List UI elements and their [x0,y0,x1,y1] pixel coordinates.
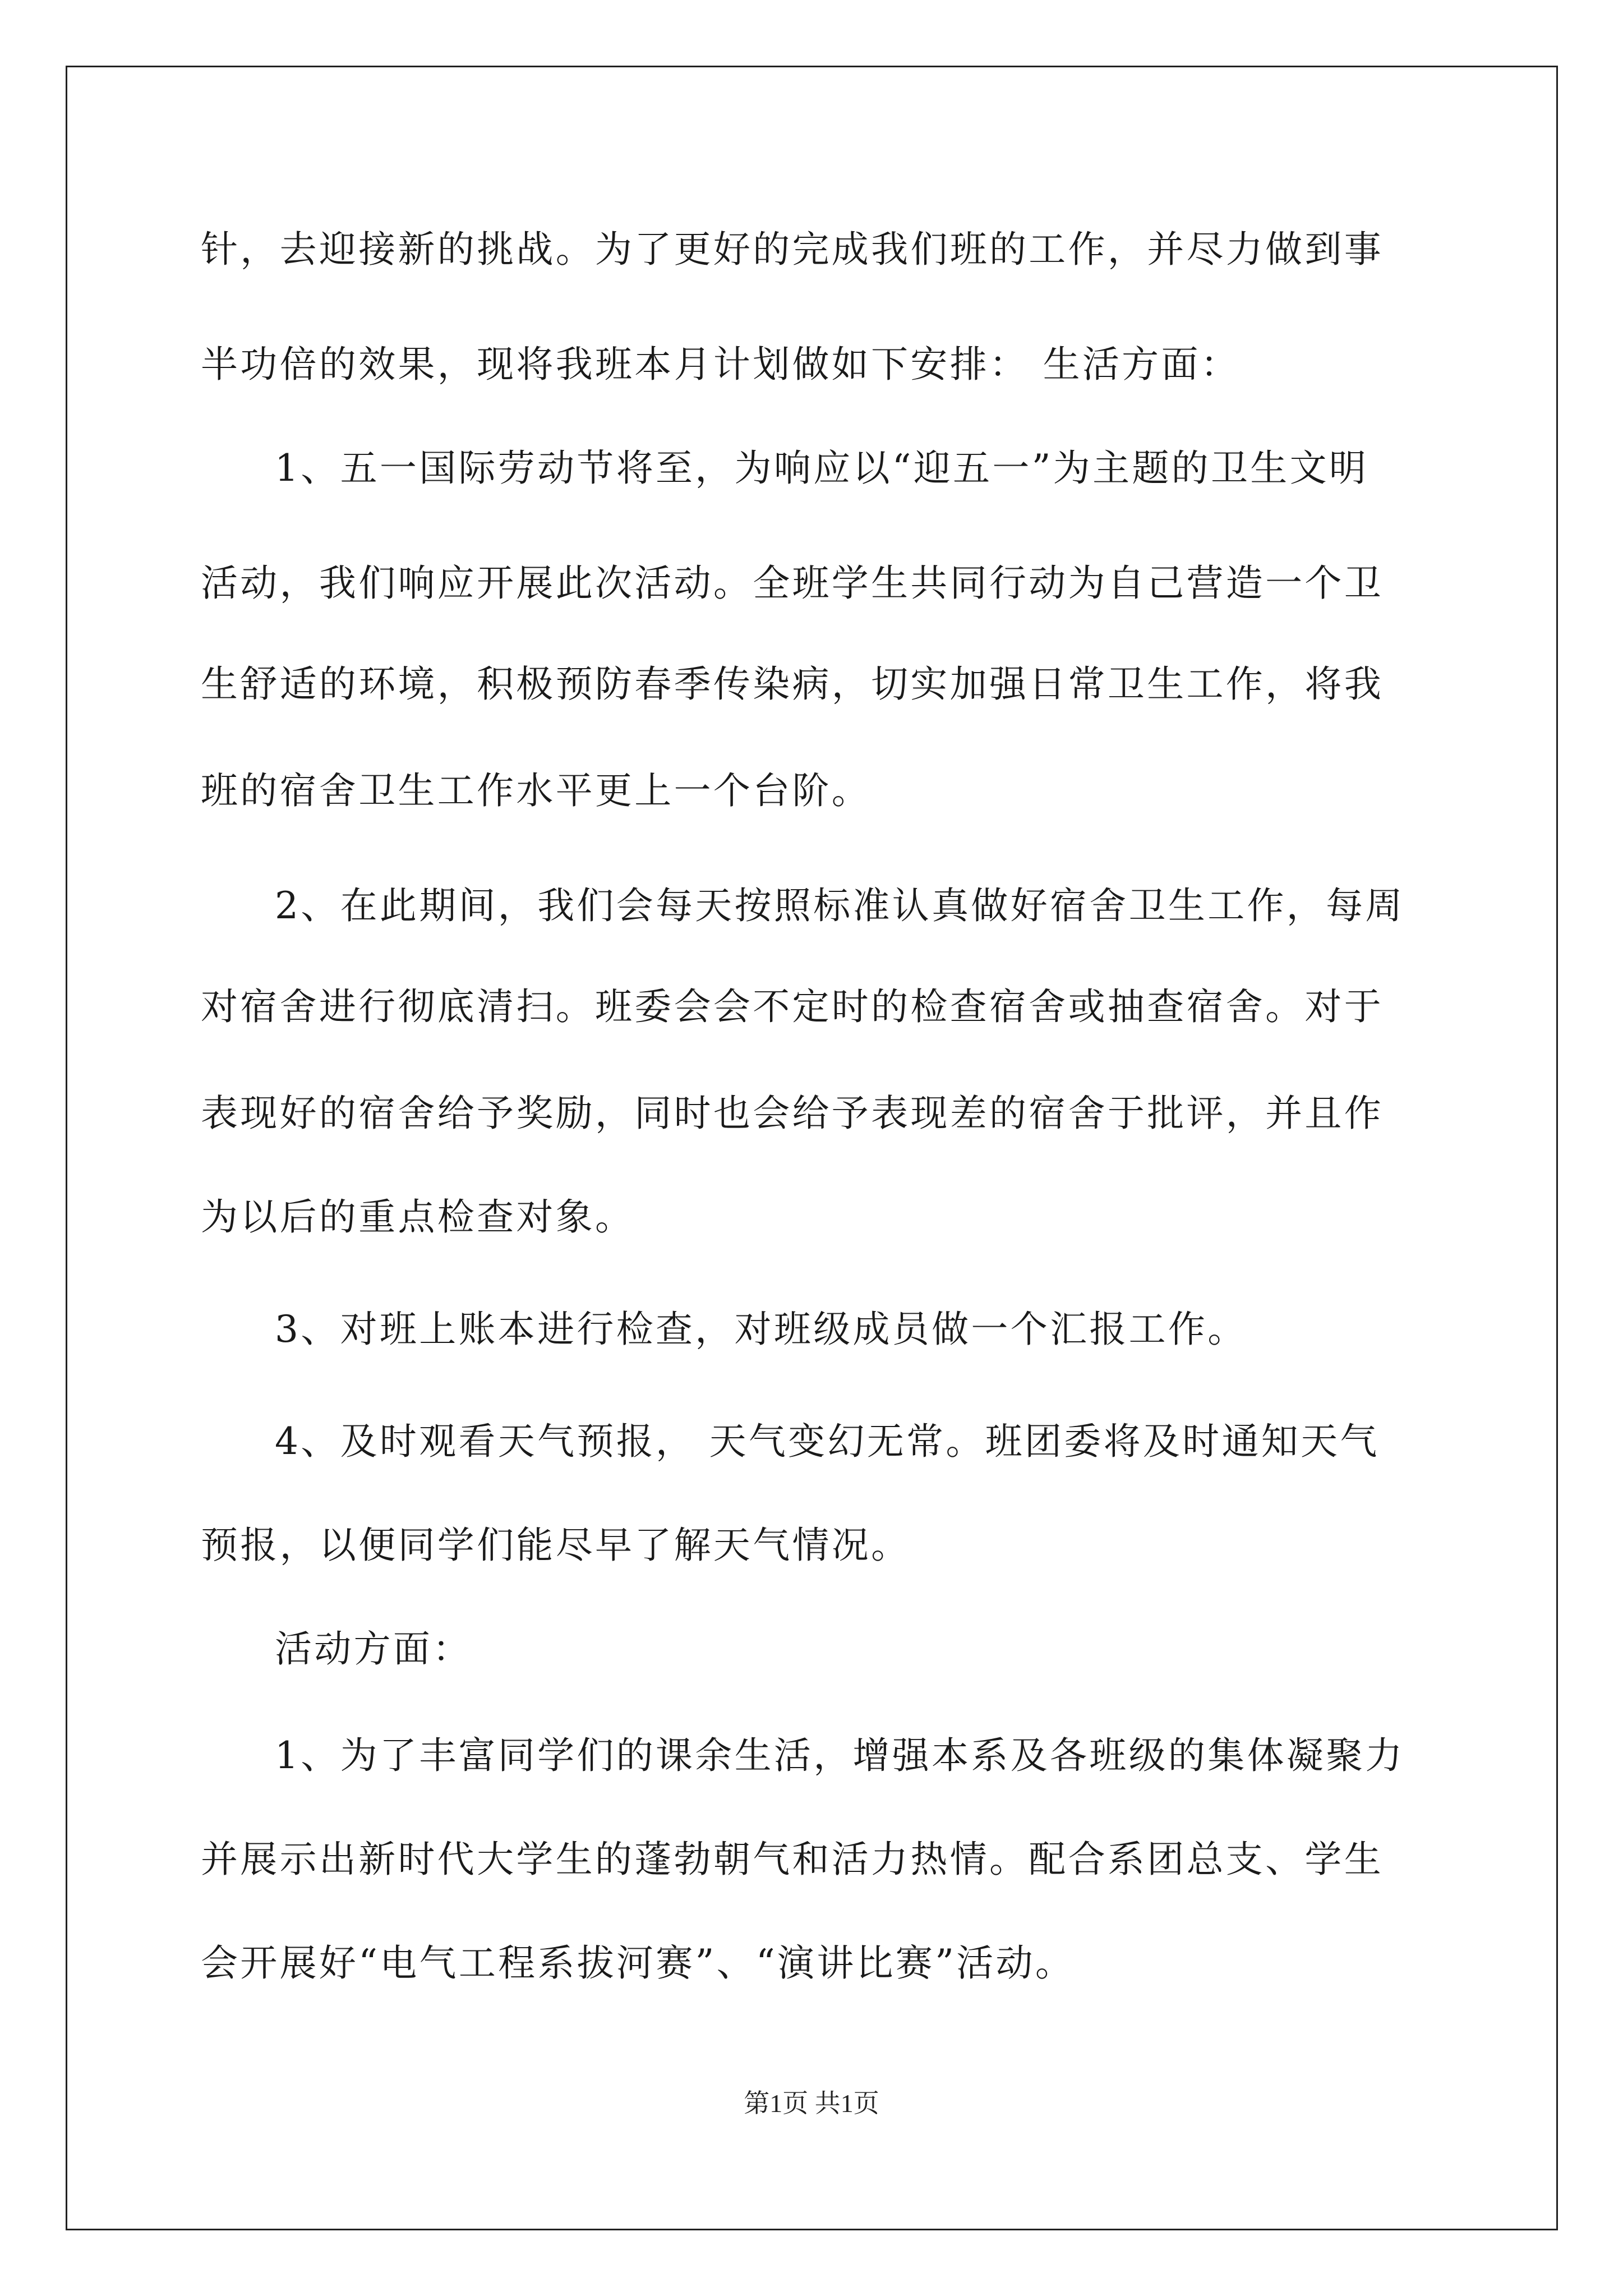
text-line: 对宿舍进行彻底清扫。班委会会不定时的检查宿舍或抽查宿舍。对于 [201,985,1384,1028]
text-line: 半功倍的效果，现将我班本月计划做如下安排： 生活方面： [201,343,1241,386]
text-line: 为以后的重点检查对象。 [201,1195,635,1239]
text-line: 2、在此期间，我们会每天按照标准认真做好宿舍卫生工作，每周 [275,884,1405,927]
section-heading: 活动方面： [275,1627,472,1671]
page-number-footer: 第1页 共1页 [744,2089,879,2118]
text-line: 1、为了丰富同学们的课余生活，增强本系及各班级的集体凝聚力 [275,1734,1405,1777]
text-line: 班的宿舍卫生工作水平更上一个台阶。 [201,769,872,812]
text-line: 生舒适的环境，积极预防春季传染病，切实加强日常卫生工作，将我 [201,662,1384,706]
text-line: 4、及时观看天气预报， 天气变幻无常。班团委将及时通知天气 [275,1420,1380,1463]
text-line: 针，去迎接新的挑战。为了更好的完成我们班的工作，并尽力做到事 [201,228,1384,271]
text-line: 1、五一国际劳动节将至，为响应以“迎五一”为主题的卫生文明 [275,447,1369,490]
text-line: 3、对班上账本进行检查，对班级成员做一个汇报工作。 [275,1308,1247,1351]
text-line: 会开展好“电气工程系拔河赛”、“演讲比赛”活动。 [201,1941,1075,1985]
text-line: 活动，我们响应开展此次活动。全班学生共同行动为自己营造一个卫 [201,562,1384,605]
text-line: 预报，以便同学们能尽早了解天气情况。 [201,1524,911,1567]
text-line: 表现好的宿舍给予奖励，同时也会给予表现差的宿舍于批评，并且作 [201,1092,1384,1135]
text-line: 并展示出新时代大学生的蓬勃朝气和活力热情。配合系团总支、学生 [201,1838,1384,1881]
